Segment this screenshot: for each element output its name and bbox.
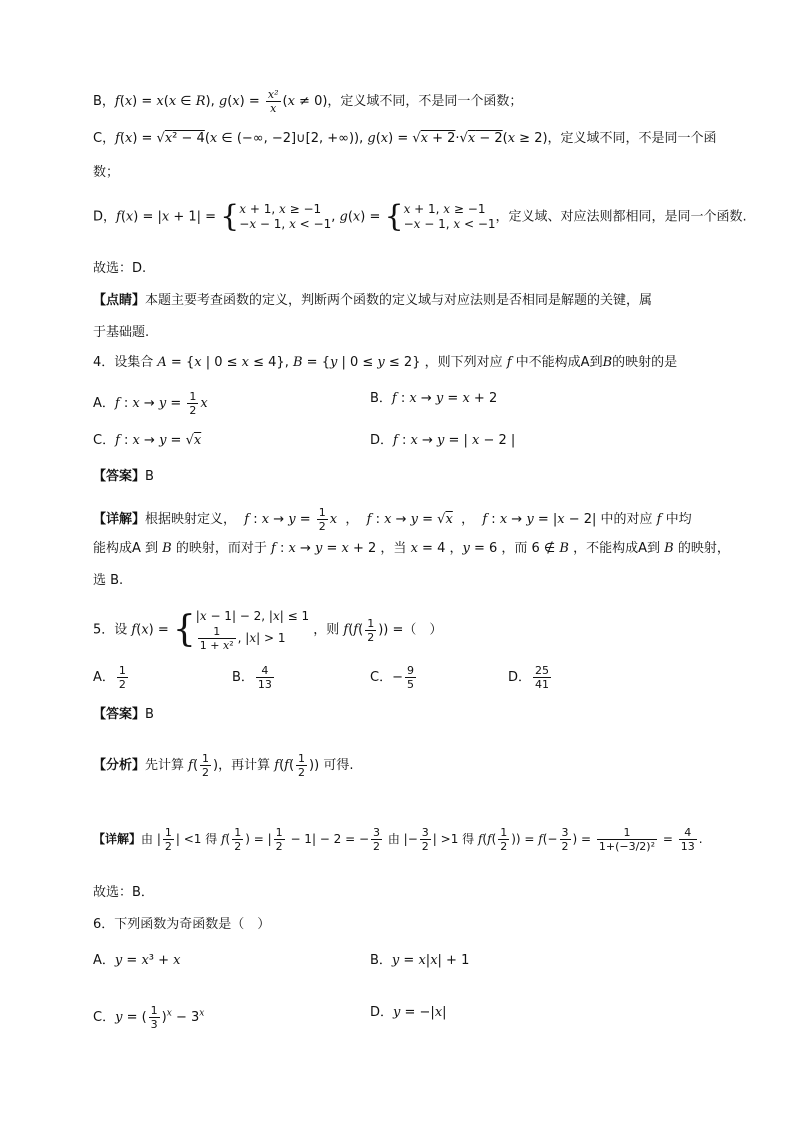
question-5-detail: 【详解】由 | $\frac{1}{2}$ | <1 得 f( $\frac{1}{2}$ ) = | $\frac{1}{2}$ − 1| − 2 = − $\frac{3}{2}$ 由 |− $\frac{3}{2}$ | >1 得 f(f( $\frac{1}{2}$ )) = f(− $\frac{3}{2}$ ) = $\frac{1}{\text{1+(−3/2)²}}$ = $\frac{4}{13}$ . (93, 826, 703, 853)
question-4-option-a: A．f : x → y = $\frac{1}{2}$ x (93, 390, 208, 417)
question-5-stem: 5．设 f(x) = {|x − 1| − 2, |x| ≤ 1 $\frac{1}{\text{1 + x²}}$ , |x| > 1 ，则 f(f( $\frac{1}{2}$ )) =（ ） (93, 609, 443, 652)
question-4-answer: 【答案】B (93, 469, 154, 484)
question-5-option-c: C．− $\frac{9}{5}$ (370, 664, 414, 691)
option-c-explanation: C，f(x) = √x² − 4(x ∈ (−∞, −2]∪[2, +∞)), g(x) = √x + 2·√x − 2(x ≥ 2)，定义域不同，不是同一个函 (93, 131, 717, 146)
question-4-option-d: D．f : x → y = | x − 2 | (370, 433, 516, 448)
question-5-option-a: A． $\frac{1}{2}$ (93, 664, 126, 691)
question-4-detail-1: 【详解】根据映射定义， f : x → y = $\frac{1}{2}$ x ， f : x → y = √x ， f : x → y = |x − 2| 中的对应 f 中均 (93, 506, 692, 533)
key-point-label: 【点睛】 (93, 293, 146, 308)
question-4-option-c: C．f : x → y = √x (93, 433, 202, 448)
question-6-stem: 6．下列函数为奇函数是（ ） (93, 917, 271, 932)
question-4-option-b: B．f : x → y = x + 2 (370, 391, 498, 406)
question-6-option-b: B．y = x|x| + 1 (370, 953, 470, 968)
question-5-analysis: 【分析】先计算 f( $\frac{1}{2}$ )，再计算 f(f( $\frac{1}{2}$ )) 可得. (93, 752, 354, 779)
key-point-line-1: 【点睛】本题主要考查函数的定义，判断两个函数的定义域与对应法则是否相同是解题的关键，属 (93, 293, 653, 308)
question-4-stem: 4．设集合 A = {x | 0 ≤ x ≤ 4}, B = {y | 0 ≤ y ≤ 2} ，则下列对应 f 中不能构成A到B的映射的是 (93, 355, 678, 370)
question-5-answer: 【答案】B (93, 707, 154, 722)
key-point-line-2: 于基础题. (93, 325, 150, 340)
question-5-option-b: B． $\frac{4}{13}$ (232, 664, 272, 691)
option-d-explanation: D，f(x) = |x + 1| = {x + 1, x ≥ −1 −x − 1, x < −1, g(x) = {x + 1, x ≥ −1 −x − 1, x < −1，定义域、对应法则都相同，是同一个函数. (93, 199, 747, 234)
question-5-final: 故选：B． (93, 885, 154, 900)
question-4-detail-2: 能构成A 到 B 的映射，而对于 f : x → y = x + 2 ，当 x = 4 ，y = 6 ，而 6 ∉ B ，不能构成A到 B 的映射， (93, 541, 730, 556)
option-c-continuation: 数； (93, 165, 120, 180)
question-6-option-c: C．y = ( $\frac{1}{3}$ )$^x - 3^x$ (93, 1004, 205, 1031)
question-6-option-d: D．y = −|x| (370, 1005, 447, 1020)
question-5-option-d: D． $\frac{25}{41}$ (508, 664, 550, 691)
option-b-explanation: B，f(x) = x(x ∈ R), g(x) = $\frac{\text{x²}}{x}$ (x ≠ 0)，定义域不同，不是同一个函数； (93, 88, 523, 115)
choose-d-line: 故选：D. (93, 261, 147, 276)
question-4-detail-3: 选 B. (93, 573, 124, 588)
question-6-option-a: A．y = x³ + x (93, 953, 181, 968)
